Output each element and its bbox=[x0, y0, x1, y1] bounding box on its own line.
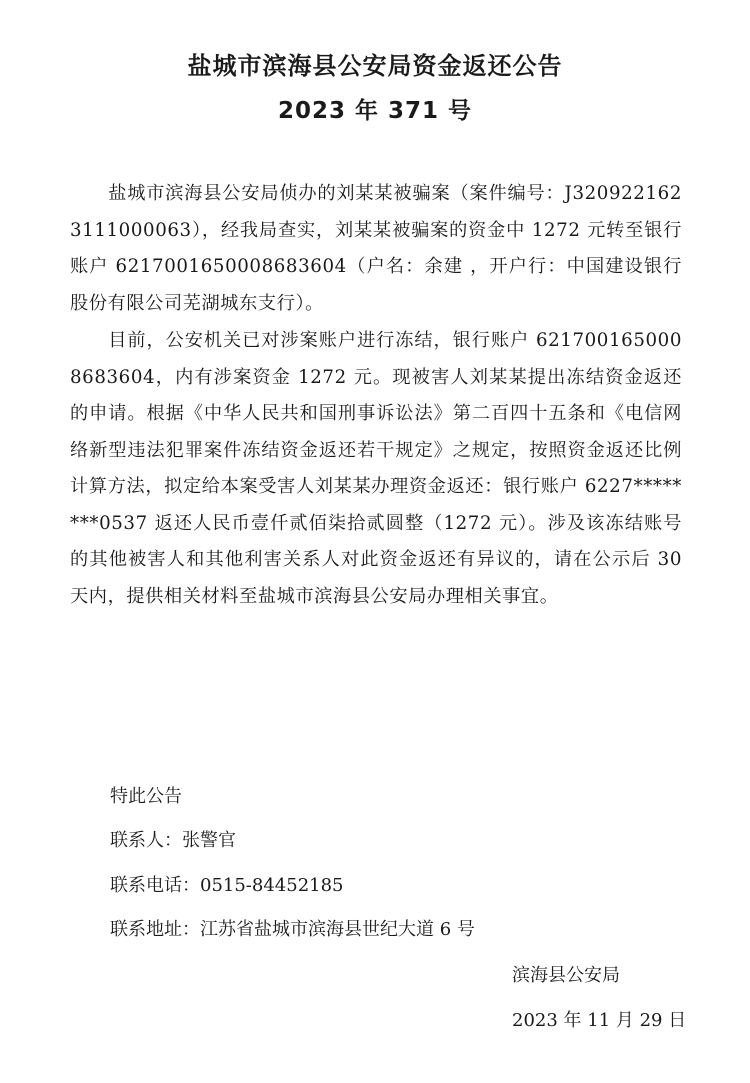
closing-line: 特此公告 bbox=[110, 786, 182, 807]
paragraph-refund-details: 目前，公安机关已对涉案账户进行冻结，银行账户 6217001650008683604，内有涉案资金 1272 元。现被害人刘某某提出冻结资金返还的申请。根据《中华人民共和国刑事诉讼法》第二百四十五条和《电信网络新型违法犯罪案件冻结资金返还若干规定》之规定，按照资金返还比例计算方法，拟定给本案受害人刘某某办理资金返还：银行账户 6227********0537 返还人民币壹仟贰佰柒拾贰圆整（1272 元）。涉及该冻结账号的其他被害人和其他利害关系人对此资金返还有异议的，请在公示后 30 天内，提供相关材料至盐城市滨海县公安局办理相关事宜。 bbox=[70, 330, 682, 607]
issuer-signature: 滨海县公安局 bbox=[512, 965, 620, 986]
notice-body bbox=[70, 176, 682, 615]
paragraph-case-summary: 盐城市滨海县公安局侦办的刘某某被骗案（案件编号：J3209221623111000063），经我局查实，刘某某被骗案的资金中 1272 元转至银行账户 6217001650008683604（户名：余建 ，开户行：中国建设银行股份有限公司芜湖城东支行）。 bbox=[70, 183, 682, 314]
notice-title: 盐城市滨海县公安局资金返还公告 bbox=[187, 52, 563, 80]
contact-address: 联系地址：江苏省盐城市滨海县世纪大道 6 号 bbox=[110, 919, 475, 940]
contact-person: 联系人：张警官 bbox=[110, 830, 236, 851]
issue-date: 2023 年 11 月 29 日 bbox=[512, 1010, 687, 1031]
notice-number: 2023 年 371 号 bbox=[277, 98, 473, 124]
contact-phone: 联系电话：0515-84452185 bbox=[110, 875, 344, 896]
